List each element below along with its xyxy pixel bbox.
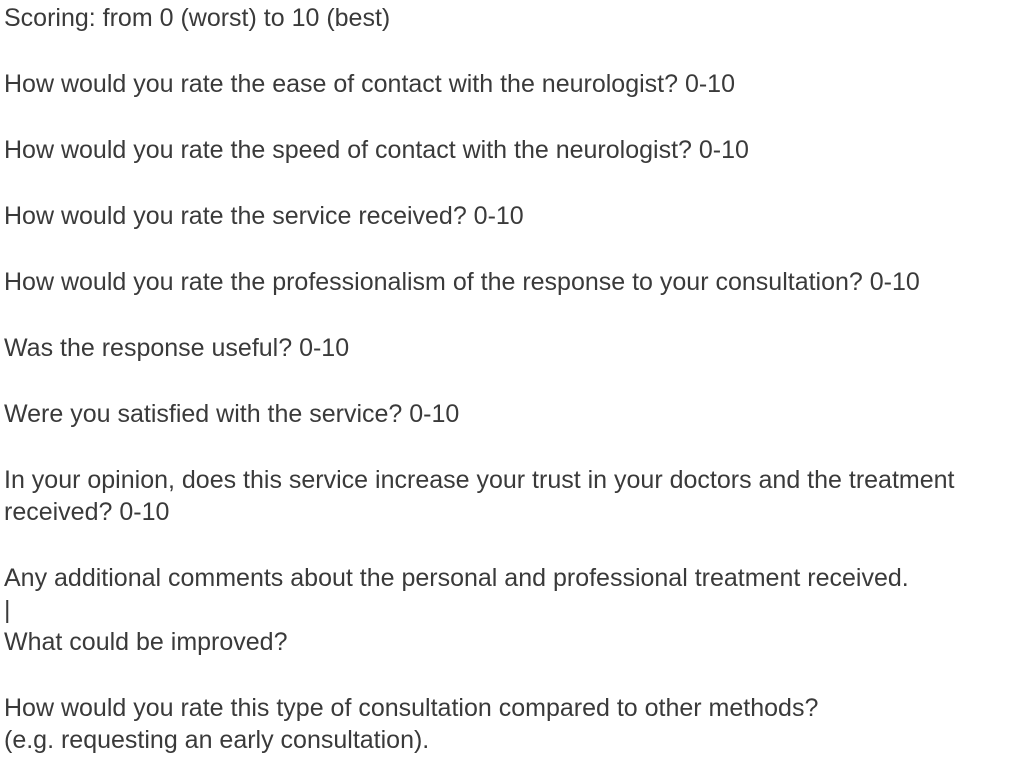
text-line: Was the response useful? 0-10 [4,334,350,362]
text-line: How would you rate the speed of contact with the neurologist? 0-10 [4,136,749,164]
paragraph-question-ease-of-contact [4,68,1012,100]
text-line: (e.g. requesting an early consultation). [4,726,430,754]
text-line: received? 0-10 [4,498,170,526]
paragraph-question-satisfied [4,398,1012,430]
paragraph-scoring-note [4,2,1012,34]
paragraph-question-compared-to-other-methods [4,692,1012,756]
paragraph-additional-comments [4,562,1012,658]
text-line: Any additional comments about the personal and professional treatment received. [4,564,909,592]
text-line: In your opinion, does this service increase your trust in your doctors and the treatment [4,466,955,494]
text-line: How would you rate the service received? 0-10 [4,202,524,230]
text-line: What could be improved? [4,628,288,656]
text-line: Scoring: from 0 (worst) to 10 (best) [4,4,391,32]
paragraph-question-professionalism [4,266,1012,298]
text-line: How would you rate this type of consultation compared to other methods? [4,694,819,722]
text-line: How would you rate the ease of contact with the neurologist? 0-10 [4,70,735,98]
paragraph-question-speed-of-contact [4,134,1012,166]
paragraph-question-trust-in-doctors [4,464,1012,528]
paragraph-question-response-useful [4,332,1012,364]
text-line: Were you satisfied with the service? 0-10 [4,400,460,428]
paragraph-question-service-received [4,200,1012,232]
text-cursor: | [4,596,11,624]
text-line: How would you rate the professionalism of the response to your consultation? 0-10 [4,268,920,296]
